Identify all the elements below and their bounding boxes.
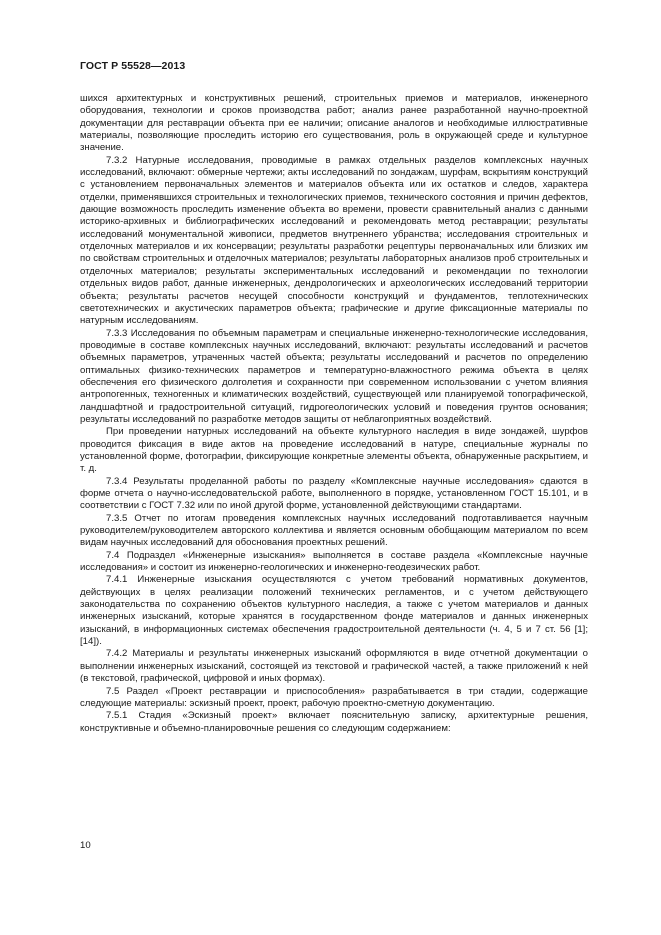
paragraph: 7.3.3 Исследования по объемным параметрам и специальные инженерно-технологические исследования, проводимые в составе комплексных научных исследований, включают: результаты исследований и расчетов объемных параметров, утраченных частей объекта; результаты исследований и расчетов по определению оптимальных физико-технических параметров и температурно-влажностного режима объекта в целях обеспечения его физического долголетия и сохранности при современном использовании с учетом влияния антропогенных, техногенных и климатических воздействий, существующей или планируемой топографической, ландшафтной и градостроительной ситуаций, гидрогеологических условий и поведения грунтов основания; результаты исследований по разработке методов защиты от неблагоприятных воздействий. xyxy=(80,327,588,425)
standard-header: ГОСТ Р 55528—2013 xyxy=(80,60,186,72)
paragraph: 7.3.4 Результаты проделанной работы по разделу «Комплексные научные исследования» сдаются в форме отчета о научно-исследовательской работе, выполненного в порядке, установленном ГОСТ 15.101, и в соответствии с ГОСТ 7.32 или по иной другой форме, установленной действующими стандартами. xyxy=(80,475,588,512)
paragraph: 7.3.5 Отчет по итогам проведения комплексных научных исследований подготавливается научным руководителем/руководителем авторского коллектива и является основным обобщающим материалом по всем видам научных исследований для обоснования проектных решений. xyxy=(80,512,588,549)
paragraph: 7.4.2 Материалы и результаты инженерных изысканий оформляются в виде отчетной документации о выполнении инженерных изысканий, состоящей из текстовой и графической частей, а также приложений к ней (в текстовой, графической, цифровой и иных формах). xyxy=(80,648,588,685)
paragraph: 7.5 Раздел «Проект реставрации и приспособления» разрабатывается в три стадии, содержащие следующие материалы: эскизный проект, проект, рабочую проектно-сметную документацию. xyxy=(80,685,588,709)
paragraph: 7.4.1 Инженерные изыскания осуществляются с учетом требований нормативных документов, действующих в целях реализации положений технических регламентов, и с учетом действующего законодательства по сохранению объектов культурного наследия, а также с учетом материалов и данных инженерных изысканий, которые хранятся в государственном фонде материалов и данных инженерных изысканий, в информационных системах обеспечения градостроительной деятельности (ч. 4, 5 и 7 ст. 56 [1]; [14]). xyxy=(80,574,588,648)
body-text xyxy=(80,93,588,735)
paragraph: При проведении натурных исследований на объекте культурного наследия в виде зондажей, шурфов проводится фиксация в виде актов на проведение исследований в натуре, специальные журналы по установленной форме, фотографии, фиксирующие конкретные элементы объекта, обнаруженные раскрытием, и т. д. xyxy=(80,426,588,475)
paragraph: 7.5.1 Стадия «Эскизный проект» включает пояснительную записку, архитектурные решения, конструктивные и объемно-планировочные решения со следующим содержанием: xyxy=(80,710,588,734)
paragraph: 7.4 Подраздел «Инженерные изыскания» выполняется в составе раздела «Комплексные научные исследования» и состоит из инженерно-геологических и инженерно-геодезических работ. xyxy=(80,549,588,574)
paragraph: шихся архитектурных и конструктивных решений, строительных приемов и материалов, инженерного оборудования, технологии и сроков производства работ; анализ ранее разработанной научно-проектной документации для реставрации объекта при ее наличии; описание аналогов и необходимые иллюстративные материалы, позволяющие проследить историю его существования, роль в окружающей среде и культурное значение. xyxy=(80,93,588,154)
page-number: 10 xyxy=(80,840,91,851)
paragraph: 7.3.2 Натурные исследования, проводимые в рамках отдельных разделов комплексных научных исследований, включают: обмерные чертежи; акты исследований по зондажам, шурфам, вскрытиям конструкций с установлением первоначальных элементов и материалов объекта или их остатков и следов, характера отделки, применявшихся строительных и технологических приемов, технического состояния и причин дефектов, дающие возможность проследить изменение объекта во времени, провести сравнительный анализ с данными историко-архивных и библиографических исследований и рекомендовать метод реставрации; результаты исследований монументальной живописи, предметов внутреннего убранства; исследования строительных и отделочных материалов и их консервации; результаты разработки рецептуры первоначальных или близких им по свойствам строительных и отделочных материалов; результаты лабораторных анализов проб строительных и отделочных материалов; результаты экспериментальных исследований и рекомендации по технологии отдельных видов работ, данные инженерных, дендрологических и археологических исследований территории объекта; результаты расчетов несущей способности конструкций и фундаментов, теплотехнических светотехнических и акустических параметров объекта; графические и другие фиксационные материалы по натурным исследованиям. xyxy=(80,154,588,327)
